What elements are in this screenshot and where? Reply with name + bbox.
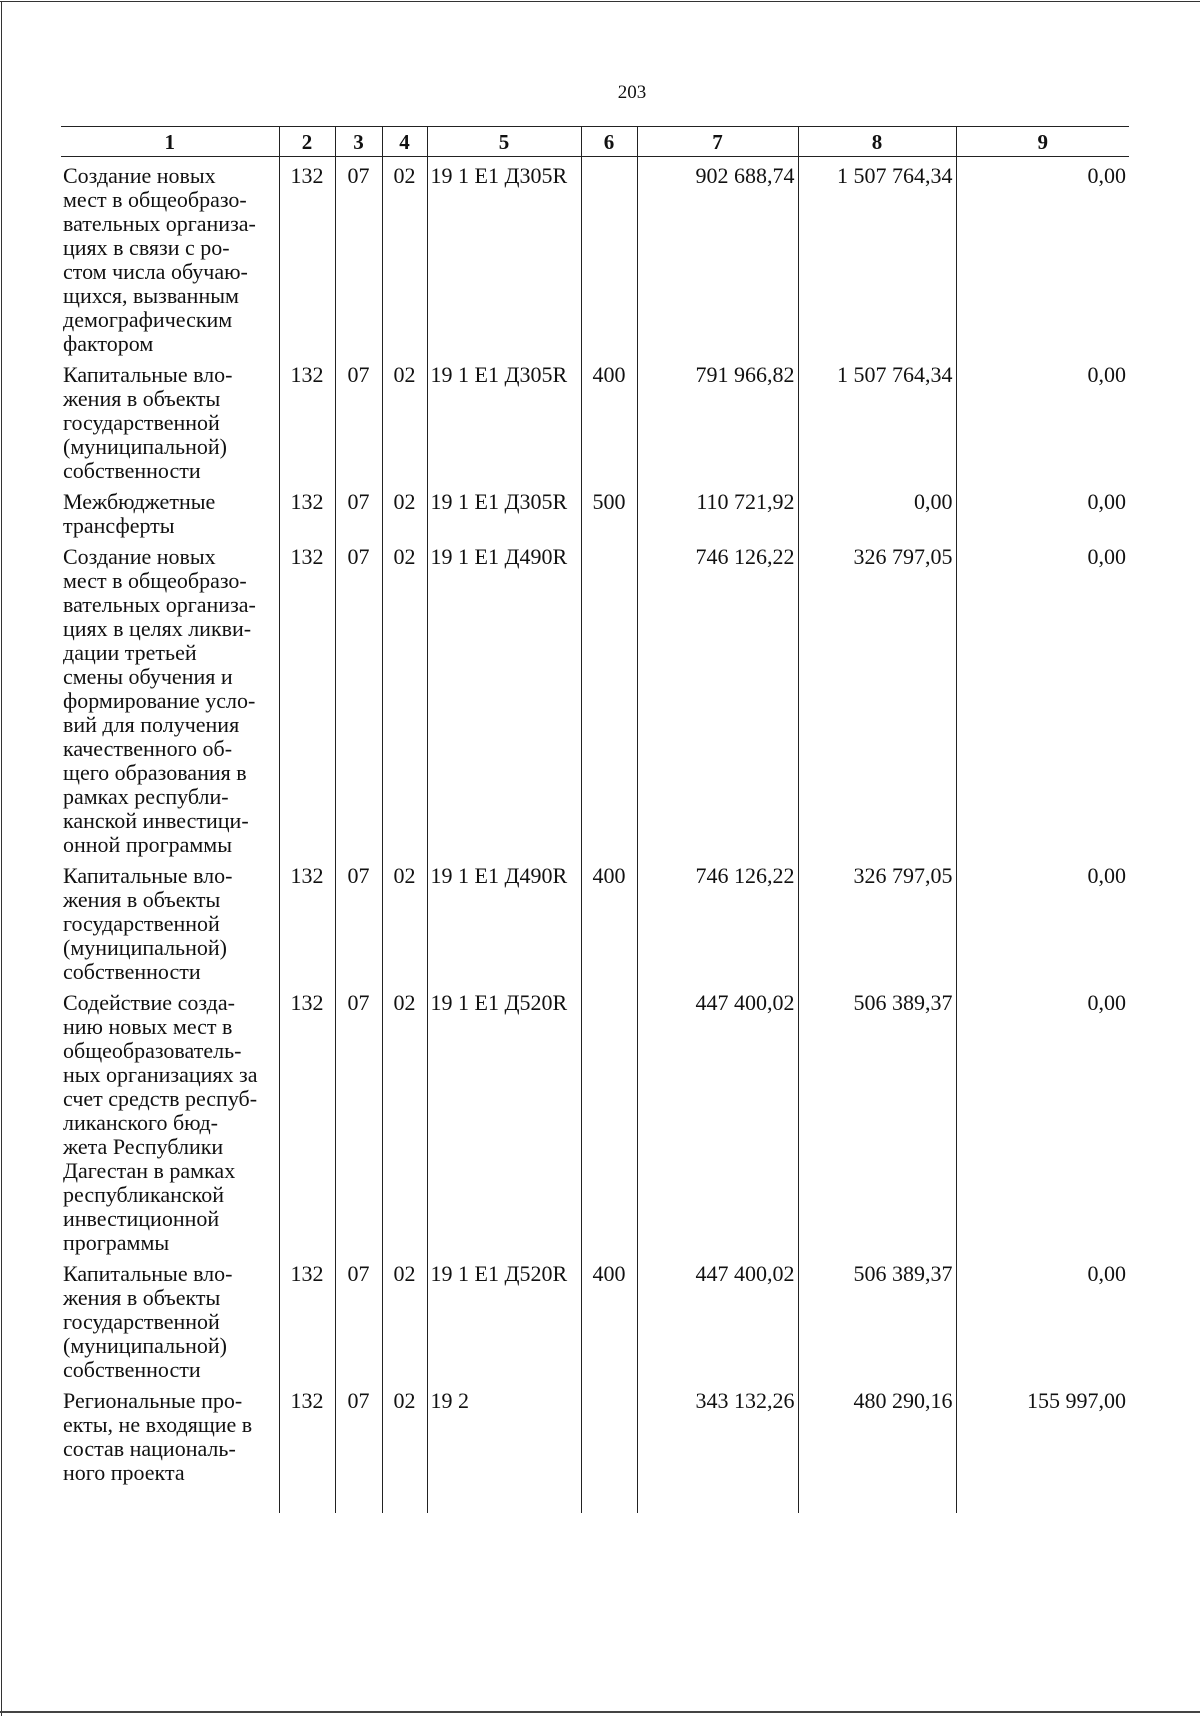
page-number: 203 (617, 82, 647, 103)
scan-edge-left (1, 1, 2, 1716)
row-target-article: 19 2 (427, 1382, 581, 1513)
row-subsection: 02 (382, 984, 427, 1255)
table-row (61, 538, 1129, 857)
row-ministry-code: 132 (279, 857, 335, 984)
row-expense-type (581, 1382, 637, 1513)
table-header-row (61, 127, 1129, 157)
row-subsection: 02 (382, 356, 427, 483)
row-section: 07 (335, 157, 382, 357)
row-description: Региональные про- екты, не входящие в состав националь- ного проекта (61, 1382, 279, 1513)
row-section: 07 (335, 1382, 382, 1513)
row-expense-type (581, 157, 637, 357)
row-target-article: 19 1 Е1 Д305R (427, 483, 581, 538)
header-col-3: 3 (335, 127, 382, 157)
table-row (61, 1255, 1129, 1382)
row-subsection: 02 (382, 1382, 427, 1513)
header-col-8: 8 (798, 127, 956, 157)
table-row (61, 483, 1129, 538)
row-sum-col8: 326 797,05 (798, 538, 956, 857)
row-description: Капитальные вло- жения в объекты государственной (муниципальной) собственности (61, 857, 279, 984)
row-expense-type: 500 (581, 483, 637, 538)
row-sum-col9: 0,00 (956, 538, 1129, 857)
row-target-article: 19 1 Е1 Д305R (427, 356, 581, 483)
scan-edge-top (0, 1, 1200, 2)
row-sum-col8: 0,00 (798, 483, 956, 538)
row-ministry-code: 132 (279, 1382, 335, 1513)
row-sum-col9: 0,00 (956, 483, 1129, 538)
row-ministry-code: 132 (279, 356, 335, 483)
row-sum-col7: 746 126,22 (637, 857, 798, 984)
table-row (61, 984, 1129, 1255)
scan-edge-bottom (0, 1711, 1200, 1713)
row-target-article: 19 1 Е1 Д490R (427, 857, 581, 984)
budget-table (61, 126, 1129, 1513)
row-sum-col9: 0,00 (956, 1255, 1129, 1382)
row-sum-col8: 480 290,16 (798, 1382, 956, 1513)
header-col-2: 2 (279, 127, 335, 157)
table-row (61, 356, 1129, 483)
table-row (61, 157, 1129, 357)
header-col-1: 1 (61, 127, 279, 157)
row-subsection: 02 (382, 157, 427, 357)
row-sum-col7: 902 688,74 (637, 157, 798, 357)
row-target-article: 19 1 Е1 Д520R (427, 1255, 581, 1382)
row-section: 07 (335, 483, 382, 538)
row-sum-col8: 1 507 764,34 (798, 356, 956, 483)
row-description: Содействие созда- нию новых мест в общеобразователь- ных организациях за счет средств респуб- ликанского бюд- жета Республики Дагестан в рамках республиканской инвестиционной программы (61, 984, 279, 1255)
row-sum-col8: 506 389,37 (798, 1255, 956, 1382)
row-sum-col8: 506 389,37 (798, 984, 956, 1255)
row-subsection: 02 (382, 1255, 427, 1382)
row-sum-col7: 447 400,02 (637, 1255, 798, 1382)
row-sum-col8: 326 797,05 (798, 857, 956, 984)
row-subsection: 02 (382, 538, 427, 857)
row-section: 07 (335, 857, 382, 984)
row-target-article: 19 1 Е1 Д305R (427, 157, 581, 357)
header-col-6: 6 (581, 127, 637, 157)
header-col-4: 4 (382, 127, 427, 157)
header-col-5: 5 (427, 127, 581, 157)
row-expense-type: 400 (581, 356, 637, 483)
row-sum-col9: 0,00 (956, 157, 1129, 357)
row-description: Межбюджетные трансферты (61, 483, 279, 538)
row-subsection: 02 (382, 483, 427, 538)
row-section: 07 (335, 356, 382, 483)
row-subsection: 02 (382, 857, 427, 984)
row-expense-type: 400 (581, 857, 637, 984)
table-row (61, 857, 1129, 984)
row-sum-col7: 447 400,02 (637, 984, 798, 1255)
row-expense-type: 400 (581, 1255, 637, 1382)
row-expense-type (581, 984, 637, 1255)
row-ministry-code: 132 (279, 483, 335, 538)
row-sum-col9: 0,00 (956, 857, 1129, 984)
row-target-article: 19 1 Е1 Д520R (427, 984, 581, 1255)
row-expense-type (581, 538, 637, 857)
row-target-article: 19 1 Е1 Д490R (427, 538, 581, 857)
header-col-9: 9 (956, 127, 1129, 157)
row-description: Создание новых мест в общеобразо- вательных организа- циях в связи с ро- стом числа обучаю- щихся, вызванным демографическим фактором (61, 157, 279, 357)
row-sum-col7: 791 966,82 (637, 356, 798, 483)
row-section: 07 (335, 1255, 382, 1382)
row-description: Капитальные вло- жения в объекты государственной (муниципальной) собственности (61, 1255, 279, 1382)
row-ministry-code: 132 (279, 157, 335, 357)
row-section: 07 (335, 538, 382, 857)
row-sum-col7: 343 132,26 (637, 1382, 798, 1513)
row-ministry-code: 132 (279, 984, 335, 1255)
row-sum-col9: 0,00 (956, 984, 1129, 1255)
row-sum-col9: 155 997,00 (956, 1382, 1129, 1513)
row-sum-col7: 110 721,92 (637, 483, 798, 538)
row-section: 07 (335, 984, 382, 1255)
row-ministry-code: 132 (279, 1255, 335, 1382)
row-description: Капитальные вло- жения в объекты государственной (муниципальной) собственности (61, 356, 279, 483)
row-sum-col8: 1 507 764,34 (798, 157, 956, 357)
row-sum-col7: 746 126,22 (637, 538, 798, 857)
row-description: Создание новых мест в общеобразо- вательных организа- циях в целях ликви- дации третьей смены обучения и формирование усло- вий для получения качественного об- щего образования в рамках республи- канской инвестици- онной программы (61, 538, 279, 857)
table-row (61, 1382, 1129, 1513)
row-sum-col9: 0,00 (956, 356, 1129, 483)
row-ministry-code: 132 (279, 538, 335, 857)
header-col-7: 7 (637, 127, 798, 157)
